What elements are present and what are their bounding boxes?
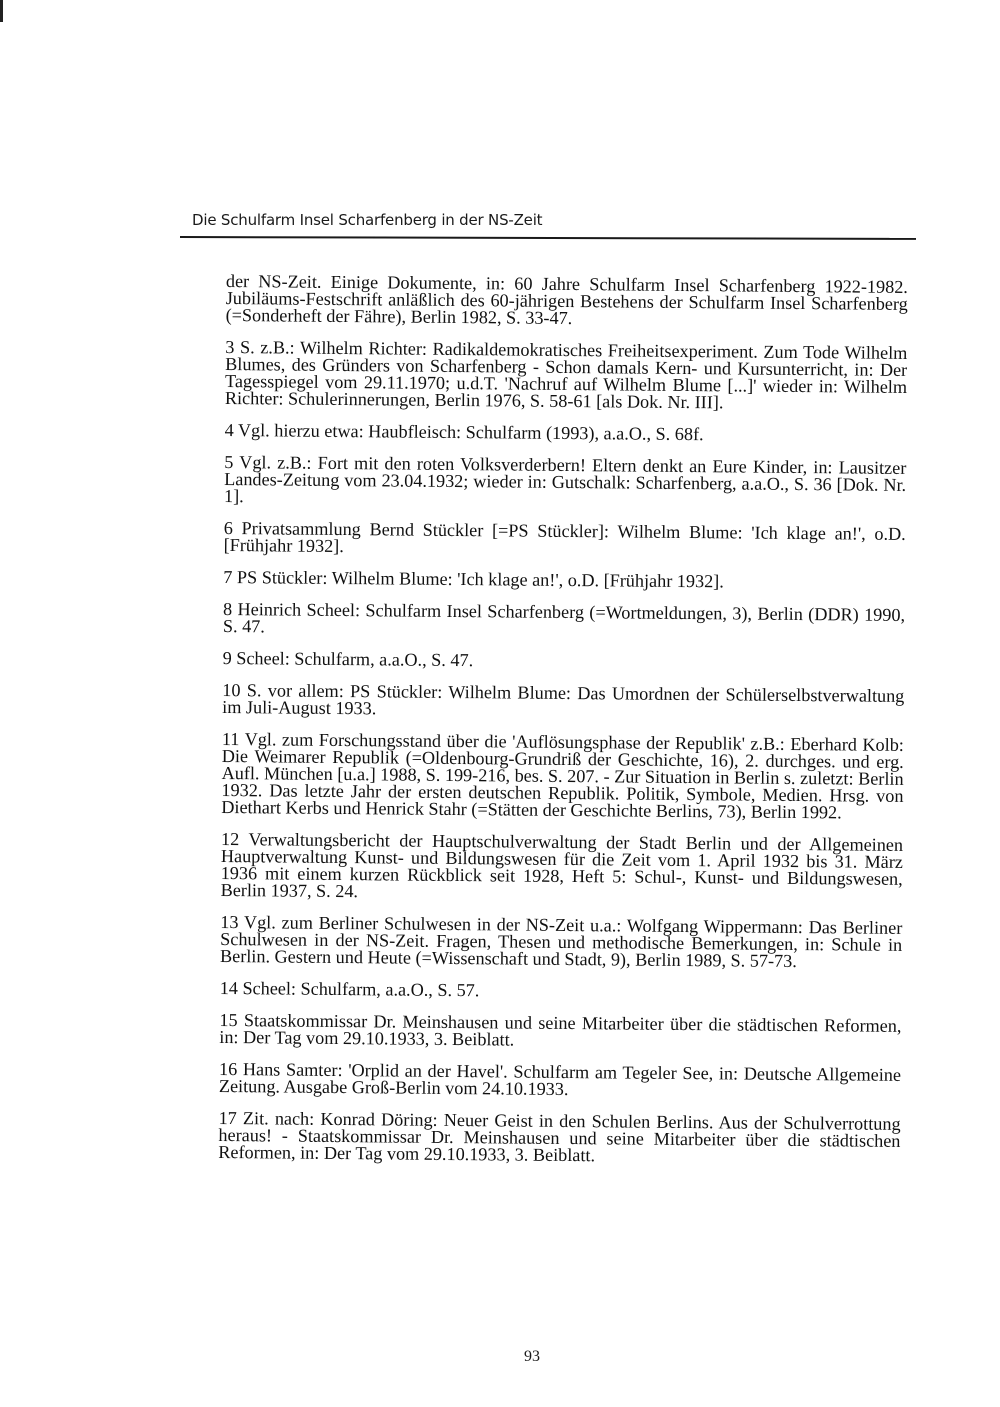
footnote-13: 13 Vgl. zum Berliner Schulwesen in der NS-Zeit u.a.: Wolfgang Wippermann: Das Berliner Schulwesen in der NS-Zeit. Fragen, Thesen und methodische Bemerkungen, in: Schule in Berlin. Gestern und Heute (=Wissenschaft und Stadt, 9), Berlin 1989, S. 57-73. bbox=[219, 911, 903, 972]
footnote-12: 12 Verwaltungsbericht der Hauptschulverwaltung der Stadt Berlin und der Allgemeinen Hauptverwaltung Kunst- und Bildungswesen für die Zeit vom 1. April 1932 bis 31. März 1936 mit einem kurzen Rückblick seit 1928, Heft 5: Schul-, Kunst- und Bildungswesen, Berlin 1937, S. 24. bbox=[220, 828, 904, 902]
footnote-15: 15 Staatskommissar Dr. Meinshausen und seine Mitarbeiter über die städtischen Reformen, in: Der Tag vom 29.10.1933, 3. Beiblatt. bbox=[219, 1009, 902, 1050]
footnote-6: 6 Privatsammlung Bernd Stückler [=PS Stückler]: Wilhelm Blume: 'Ich klage an!', o.D. [Frühjahr 1932]. bbox=[223, 517, 906, 557]
footnote-continuation: der NS-Zeit. Einige Dokumente, in: 60 Jahre Schulfarm Insel Scharfenberg 1922-1982. Jubiläums-Festschrift anläßlich des 60-jährigen Bestehens der Schulfarm Insel Scharfenberg (=Sonderheft der Fähre), Berlin 1982, S. 33-47. bbox=[225, 271, 908, 329]
footnote-5: 5 Vgl. z.B.: Fort mit den roten Volksverderbern! Eltern denkt an Eure Kinder, in: Lausitzer Landes-Zeitung vom 23.04.1932; wieder in: Gutschalk: Scharfenberg, a.a.O., S. 36 [Dok. Nr. 1]. bbox=[223, 451, 907, 507]
footnote-16: 16 Hans Samter: 'Orplid an der Havel'. Schulfarm am Tegeler See, in: Deutsche Allgemeine Zeitung. Ausgabe Groß-Berlin vom 24.10.1933. bbox=[218, 1058, 902, 1100]
scan-edge-mark bbox=[0, 0, 3, 22]
footnote-17: 17 Zit. nach: Konrad Döring: Neuer Geist in den Schulen Berlins. Aus der Schulverrottung heraus! - Staatskommissar Dr. Meinshausen und seine Mitarbeiter über die städtischen Reformen, in: Der Tag vom 29.10.1933, 3. Beiblatt. bbox=[218, 1107, 901, 1166]
footnote-8: 8 Heinrich Scheel: Schulfarm Insel Scharfenberg (=Wortmeldungen, 3), Berlin (DDR) 1990, S. 47. bbox=[222, 598, 906, 637]
running-header: Die Schulfarm Insel Scharfenberg in der NS-Zeit bbox=[192, 211, 543, 229]
page-number bbox=[0, 1348, 1000, 1366]
page-number-text: 93 bbox=[524, 1348, 540, 1365]
header-rule bbox=[180, 236, 916, 240]
footnote-3: 3 S. z.B.: Wilhelm Richter: Radikaldemokratisches Freiheitsexperiment. Zum Tode Wilhelm Blumes, des Gründers von Scharfenberg - Schon damals Kern- und Kursunterricht, in: Der Tagesspiegel vom 29.11.1970; u.d.T. 'Nachruf auf Wilhelm Blume [...]' wieder in: Wilhelm Richter: Schulerinnerungen, Berlin 1976, S. 58-61 [als Dok. Nr. III]. bbox=[224, 336, 908, 413]
footnote-4: 4 Vgl. hierzu etwa: Haubfleisch: Schulfarm (1993), a.a.O., S. 68f. bbox=[224, 419, 704, 445]
footnote-11: 11 Vgl. zum Forschungsstand über die 'Auflösungsphase der Republik' z.B.: Eberhard Kolb: Die Weimarer Republik (=Oldenbourg-Grundriß der Geschichte, 16), 2. durchges. und erg. Aufl. München [u.a.] 1988, S. 199-216, bes. S. 207. - Zur Situation in Berlin s. zuletzt: Berlin 1932. Das letzte Jahr der ersten deutschen Republik. Politik, Symbole, Medien. Hrsg. von Diethart Kerbs und Henrick Stahr (=Stätten der Geschichte Berlins, 73), Berlin 1992. bbox=[221, 728, 904, 823]
footnotes-block bbox=[218, 273, 908, 1182]
footnote-9: 9 Scheel: Schulfarm, a.a.O., S. 47. bbox=[222, 647, 474, 671]
footnote-10: 10 S. vor allem: PS Stückler: Wilhelm Blume: Das Umordnen der Schülerselbstverwaltung im Juli-August 1933. bbox=[222, 679, 905, 719]
footnote-14: 14 Scheel: Schulfarm, a.a.O., S. 57. bbox=[219, 977, 480, 1001]
footnote-7: 7 PS Stückler: Wilhelm Blume: 'Ich klage an!', o.D. [Frühjahr 1932]. bbox=[223, 566, 724, 592]
